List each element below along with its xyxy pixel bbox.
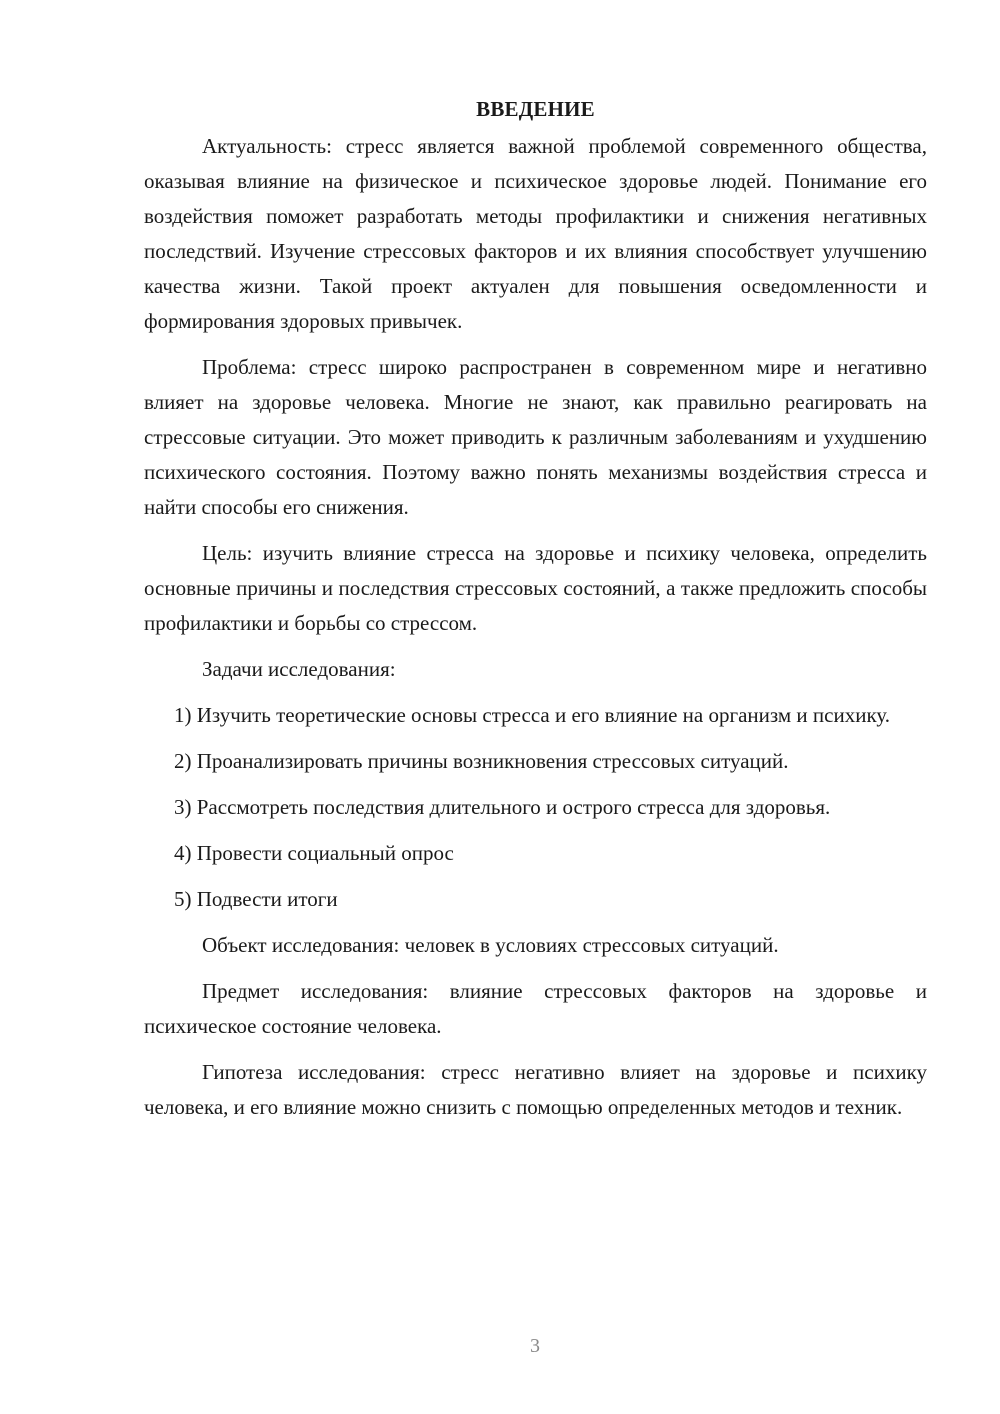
page-number: 3	[530, 1335, 540, 1357]
paragraph-goal: Цель: изучить влияние стресса на здоровье и психику человека, определить основные причины и последствия стрессовых состояний, а также предложить способы профилактики и борьбы со стрессом.	[144, 541, 927, 635]
task-item: 1) Изучить теоретические основы стресса и его влияние на организм и психику.	[174, 703, 891, 727]
paragraph-object: Объект исследования: человек в условиях стрессовых ситуаций.	[202, 933, 779, 957]
paragraph-relevance: Актуальность: стресс является важной проблемой современного общества, оказывая влияние на физическое и психическое здоровье людей. Понимание его воздействия поможет разработать методы профилактики и снижения негативных последствий. Изучение стрессовых факторов и их влияния способствует улучшению качества жизни. Такой проект актуален для повышения осведомленности и формирования здоровых привычек.	[144, 134, 927, 333]
task-item: 2) Проанализировать причины возникновения стрессовых ситуаций.	[174, 749, 789, 773]
paragraph-subject: Предмет исследования: влияние стрессовых факторов на здоровье и психическое состояние человека.	[144, 979, 927, 1038]
paragraph-tasks-title: Задачи исследования:	[202, 657, 396, 681]
paragraph-hypothesis: Гипотеза исследования: стресс негативно влияет на здоровье и психику человека, и его влияние можно снизить с помощью определенных методов и техник.	[144, 1060, 927, 1119]
task-item: 3) Рассмотреть последствия длительного и острого стресса для здоровья.	[174, 795, 831, 819]
section-heading: ВВЕДЕНИЕ	[476, 97, 595, 121]
task-item: 5) Подвести итоги	[174, 887, 338, 911]
page-content	[144, 92, 927, 1136]
task-item: 4) Провести социальный опрос	[174, 841, 454, 865]
paragraph-problem: Проблема: стресс широко распространен в современном мире и негативно влияет на здоровье человека. Многие не знают, как правильно реагировать на стрессовые ситуации. Это может приводить к различным заболеваниям и ухудшению психического состояния. Поэтому важно понять механизмы воздействия стресса и найти способы его снижения.	[144, 355, 927, 519]
